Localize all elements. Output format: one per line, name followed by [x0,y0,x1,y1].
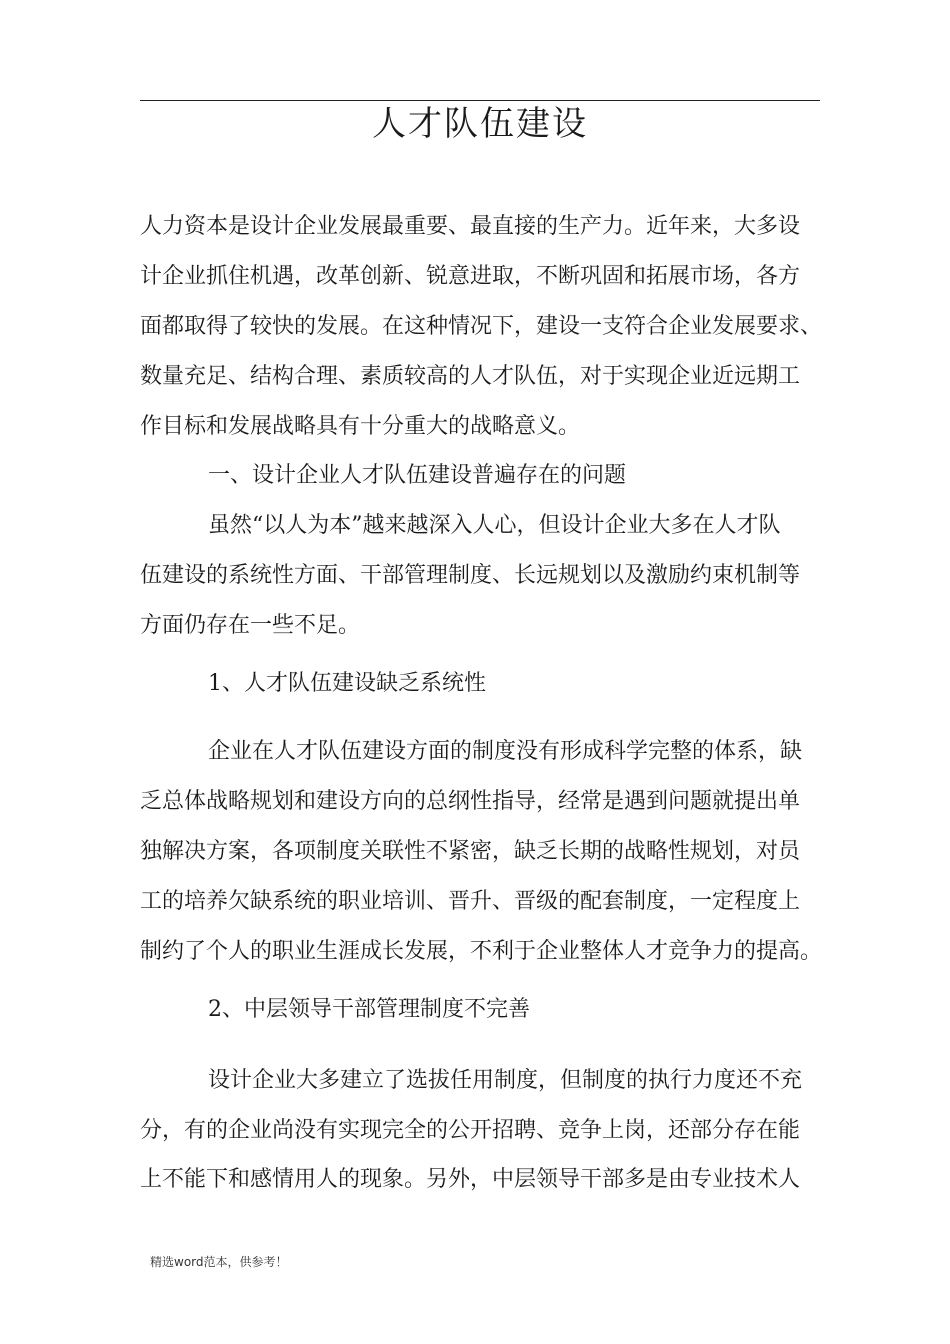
paragraph-line: 制约了个人的职业生涯成长发展，不利于企业整体人才竞争力的提高。 [140,939,823,964]
page-footer: 精选word范本，供参考！ [150,1255,288,1269]
paragraph-line: 数量充足、结构合理、素质较高的人才队伍，对于实现企业近远期工 [140,364,801,389]
paragraph-line: 分，有的企业尚没有实现完全的公开招聘、竞争上岗，还部分存在能 [140,1118,801,1143]
paragraph-line: 乏总体战略规划和建设方向的总纲性指导，经常是遇到问题就提出单 [140,789,801,814]
paragraph-line: 作目标和发展战略具有十分重大的战略意义。 [140,414,581,439]
document-title: 人才队伍建设 [372,104,588,144]
subsection-heading: 1、人才队伍建设缺乏系统性 [208,671,486,696]
paragraph-line: 人力资本是设计企业发展最重要、最直接的生产力。近年来，大多设 [140,214,801,239]
paragraph-line: 独解决方案，各项制度关联性不紧密，缺乏长期的战略性规划，对员 [140,839,801,864]
paragraph-line: 上不能下和感情用人的现象。另外，中层领导干部多是由专业技术人 [140,1167,801,1192]
paragraph-line: 设计企业大多建立了选拔任用制度，但制度的执行力度还不充 [208,1068,803,1093]
subsection-heading: 2、中层领导干部管理制度不完善 [208,997,530,1022]
paragraph-line: 伍建设的系统性方面、干部管理制度、长远规划以及激励约束机制等 [140,563,801,588]
section-heading: 一、设计企业人才队伍建设普遍存在的问题 [208,463,627,488]
paragraph-line: 计企业抓住机遇，改革创新、锐意进取，不断巩固和拓展市场，各方 [140,264,801,289]
paragraph-line: 方面仍存在一些不足。 [140,613,361,638]
paragraph-line: 面都取得了较快的发展。在这种情况下，建设一支符合企业发展要求、 [140,314,823,339]
paragraph-line: 工的培养欠缺系统的职业培训、晋升、晋级的配套制度，一定程度上 [140,889,801,914]
paragraph-line: 企业在人才队伍建设方面的制度没有形成科学完整的体系，缺 [208,739,803,764]
paragraph-line: 虽然“以人为本”越来越深入人心，但设计企业大多在人才队 [208,513,781,538]
